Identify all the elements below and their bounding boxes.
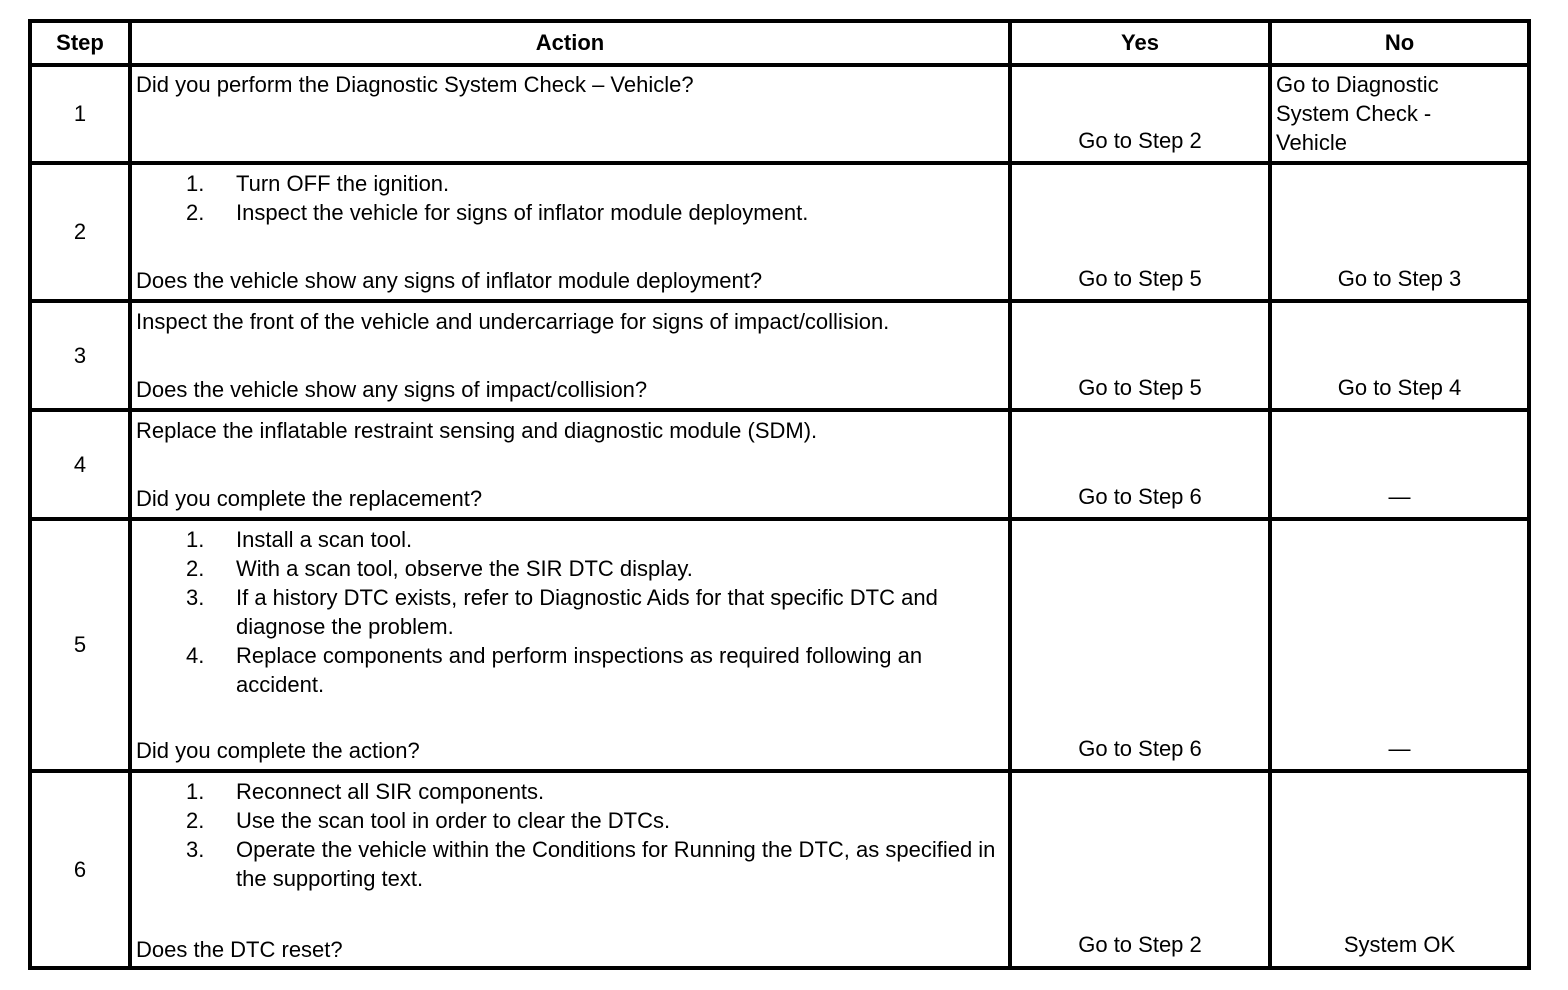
row-divider xyxy=(32,517,1527,521)
question-text: Did you complete the action? xyxy=(136,738,420,763)
yes-result: Go to Step 2 xyxy=(1078,932,1202,957)
list-item xyxy=(136,641,996,699)
list-number: 2. xyxy=(186,200,205,225)
no-result-line: System Check - xyxy=(1276,101,1432,126)
no-result: Go to Step 4 xyxy=(1337,375,1462,400)
list-text: Replace components and perform inspections as required following an accident. xyxy=(236,643,923,697)
row-divider xyxy=(32,769,1527,773)
no-result xyxy=(1276,70,1524,157)
action-cell xyxy=(136,307,1002,406)
yes-result: Go to Step 5 xyxy=(1078,266,1202,291)
no-result: — xyxy=(1388,484,1411,509)
no-result-line: Go to Diagnostic xyxy=(1276,72,1439,97)
action-cell xyxy=(136,525,1002,767)
list-item xyxy=(136,583,996,641)
list-number: 2. xyxy=(186,808,205,833)
list-number: 3. xyxy=(186,585,205,610)
list-text: Reconnect all SIR components. xyxy=(236,779,545,804)
row-divider xyxy=(32,299,1527,303)
action-text: Inspect the front of the vehicle and undercarriage for signs of impact/collision. xyxy=(136,309,890,334)
yes-result: Go to Step 6 xyxy=(1078,484,1202,509)
list-number: 4. xyxy=(186,643,205,668)
row-divider xyxy=(32,161,1527,165)
step-number: 1 xyxy=(73,101,87,126)
step-number: 6 xyxy=(73,856,87,882)
yes-result: Go to Step 2 xyxy=(1078,128,1202,153)
question-text: Does the DTC reset? xyxy=(136,937,343,962)
list-text: Install a scan tool. xyxy=(236,527,413,552)
yes-result: Go to Step 5 xyxy=(1078,375,1202,400)
list-number: 3. xyxy=(186,837,205,862)
list-item xyxy=(136,525,1002,554)
header-action: Action xyxy=(535,30,605,55)
action-cell xyxy=(136,416,1002,515)
list-text: If a history DTC exists, refer to Diagnostic Aids for that specific DTC and diagnose the problem. xyxy=(236,585,938,639)
action-text: Did you perform the Diagnostic System Check – Vehicle? xyxy=(136,72,694,97)
list-number: 1. xyxy=(186,171,205,196)
header-yes: Yes xyxy=(1121,30,1159,55)
row-divider xyxy=(32,408,1527,412)
no-result: — xyxy=(1388,736,1411,761)
list-text: Inspect the vehicle for signs of inflator module deployment. xyxy=(236,200,809,225)
question-text: Did you complete the replacement? xyxy=(136,486,483,511)
no-result-line: Vehicle xyxy=(1276,130,1347,155)
header-no: No xyxy=(1384,30,1415,55)
action-text: Replace the inflatable restraint sensing and diagnostic module (SDM). xyxy=(136,418,818,443)
list-item xyxy=(136,806,1002,835)
list-text: Operate the vehicle within the Conditions for Running the DTC, as specified in the supporting text. xyxy=(236,837,996,891)
diagnostic-table xyxy=(28,19,1531,970)
list-item xyxy=(136,835,996,893)
no-result: Go to Step 3 xyxy=(1337,266,1462,291)
list-item xyxy=(136,777,1002,806)
step-number: 4 xyxy=(73,451,87,477)
action-cell xyxy=(136,777,1002,964)
no-result: System OK xyxy=(1343,932,1456,957)
step-number: 2 xyxy=(73,219,87,244)
question-text: Does the vehicle show any signs of inflator module deployment? xyxy=(136,268,763,293)
row-divider xyxy=(32,63,1527,67)
yes-result: Go to Step 6 xyxy=(1078,736,1202,761)
list-number: 2. xyxy=(186,556,205,581)
list-item xyxy=(136,554,1002,583)
list-number: 1. xyxy=(186,779,205,804)
step-number: 3 xyxy=(73,342,87,368)
list-text: Turn OFF the ignition. xyxy=(236,171,450,196)
header-step: Step xyxy=(56,30,104,55)
list-text: Use the scan tool in order to clear the DTCs. xyxy=(236,808,671,833)
list-item xyxy=(136,198,996,227)
list-text: With a scan tool, observe the SIR DTC display. xyxy=(236,556,693,581)
question-text: Does the vehicle show any signs of impact/collision? xyxy=(136,377,648,402)
list-item xyxy=(136,169,996,198)
list-number: 1. xyxy=(186,527,205,552)
step-number: 5 xyxy=(73,632,87,657)
action-cell xyxy=(136,169,996,297)
